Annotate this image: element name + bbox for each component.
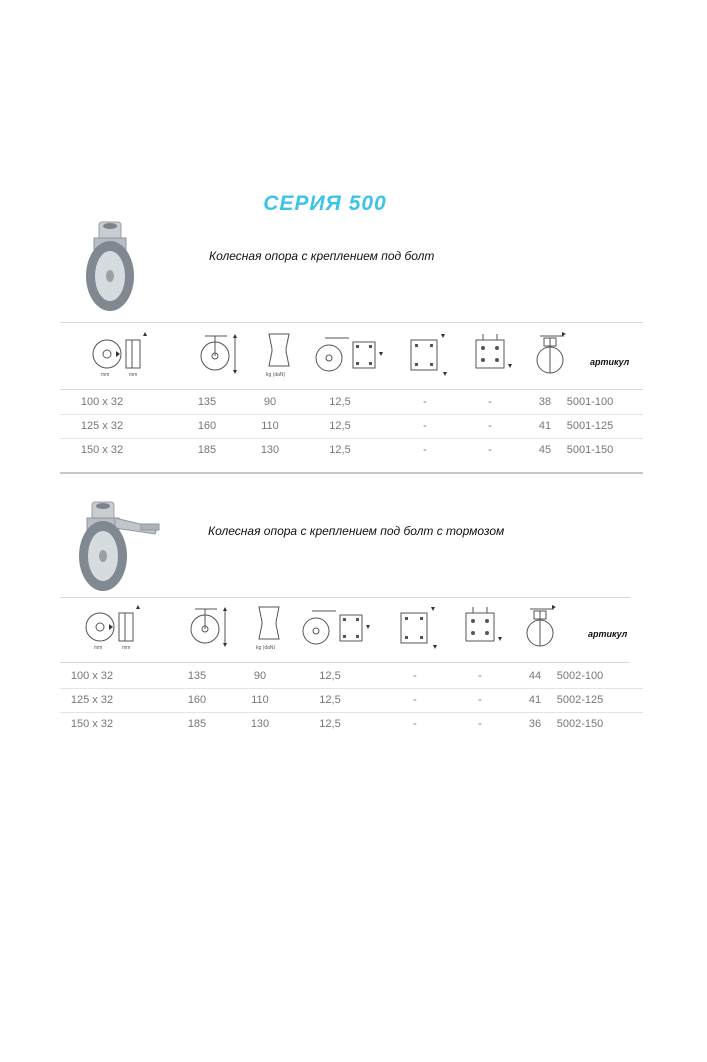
hole-spacing-cell: - xyxy=(488,420,492,432)
wheel-size-cell: 150 x 32 xyxy=(80,444,124,456)
wheel-size-cell: 125 x 32 xyxy=(70,694,114,706)
load-capacity-icon xyxy=(250,603,290,653)
load-capacity-icon xyxy=(260,330,300,380)
plate-cell: - xyxy=(413,718,417,730)
caster-wheel-image xyxy=(82,218,146,314)
load-cell: 130 xyxy=(260,444,280,456)
total-height-cell: 185 xyxy=(187,718,207,730)
load-cell: 110 xyxy=(251,694,269,706)
article-number-cell: 5002-100 xyxy=(556,670,604,682)
wheel-size-cell: 150 x 32 xyxy=(70,718,114,730)
series-title: СЕРИЯ 500 xyxy=(263,192,387,215)
header-bottom-rule xyxy=(60,389,643,390)
load-cell: 90 xyxy=(263,396,277,408)
caster-wheel-brake-image xyxy=(75,498,165,594)
offset-cell: 12,5 xyxy=(329,420,351,432)
table-row xyxy=(60,439,643,463)
article-number-cell: 5001-150 xyxy=(566,444,614,456)
wheel-size-cell: 100 x 32 xyxy=(70,670,114,682)
article-number-cell: 5001-125 xyxy=(566,420,614,432)
swivel-radius-cell: 45 xyxy=(538,444,552,456)
load-cell: 90 xyxy=(253,670,267,682)
swivel-radius-cell: 41 xyxy=(528,694,542,706)
hole-spacing-cell: - xyxy=(488,444,492,456)
total-height-cell: 160 xyxy=(197,420,217,432)
table-row xyxy=(60,665,643,689)
plate-cell: - xyxy=(413,694,417,706)
wheel-diameter-width-icon xyxy=(85,330,155,380)
swivel-radius-icon xyxy=(532,330,577,380)
hole-spacing-cell: - xyxy=(488,396,492,408)
offset-cell: 12,5 xyxy=(319,718,341,730)
load-unit: kg (daN) xyxy=(266,372,286,378)
plate-cell: - xyxy=(423,444,427,456)
product-description: Колесная опора с креплением под болт с тормозом xyxy=(208,524,505,538)
table-row xyxy=(60,713,643,737)
article-column-label: артикул xyxy=(590,357,630,367)
table-row xyxy=(60,415,643,439)
load-cell: 110 xyxy=(261,420,279,432)
product-description: Колесная опора с креплением под болт xyxy=(209,249,435,263)
offset-cell: 12,5 xyxy=(319,670,341,682)
article-column-label: артикул xyxy=(588,629,628,639)
load-unit: kg (daN) xyxy=(256,645,276,651)
swivel-radius-cell: 41 xyxy=(538,420,552,432)
wheel-diameter-width-icon xyxy=(78,603,148,653)
total-height-cell: 160 xyxy=(187,694,207,706)
width-unit: mm xyxy=(129,372,138,378)
wheel-size-cell: 125 x 32 xyxy=(80,420,124,432)
article-number-cell: 5001-100 xyxy=(566,396,614,408)
swivel-radius-cell: 44 xyxy=(528,670,542,682)
plate-cell: - xyxy=(423,420,427,432)
section-divider xyxy=(60,472,643,474)
total-height-cell: 185 xyxy=(197,444,217,456)
total-height-icon xyxy=(195,330,245,380)
hole-spacing-cell: - xyxy=(478,694,482,706)
header-bottom-rule xyxy=(60,662,630,663)
plate-cell: - xyxy=(423,396,427,408)
wheel-size-cell: 100 x 32 xyxy=(80,396,124,408)
total-height-icon xyxy=(185,603,235,653)
table-row xyxy=(60,391,643,415)
article-number-cell: 5002-150 xyxy=(556,718,604,730)
plate-cell: - xyxy=(413,670,417,682)
total-height-cell: 135 xyxy=(187,670,207,682)
swivel-radius-cell: 36 xyxy=(528,718,542,730)
total-height-cell: 135 xyxy=(197,396,217,408)
article-number-cell: 5002-125 xyxy=(556,694,604,706)
load-cell: 130 xyxy=(250,718,270,730)
hole-spacing-icon xyxy=(470,330,520,380)
offset-cell: 12,5 xyxy=(319,694,341,706)
swivel-radius-cell: 38 xyxy=(538,396,552,408)
diameter-unit: mm xyxy=(101,372,110,378)
table-row xyxy=(60,689,643,713)
offset-plate-icon xyxy=(313,330,388,380)
plate-size-icon xyxy=(395,603,440,653)
width-unit: mm xyxy=(122,645,131,651)
plate-size-icon xyxy=(405,330,450,380)
header-top-rule xyxy=(60,597,630,598)
offset-plate-icon xyxy=(300,603,375,653)
hole-spacing-icon xyxy=(460,603,510,653)
header-top-rule xyxy=(60,322,643,323)
hole-spacing-cell: - xyxy=(478,718,482,730)
swivel-radius-icon xyxy=(522,603,567,653)
offset-cell: 12,5 xyxy=(329,444,351,456)
offset-cell: 12,5 xyxy=(329,396,351,408)
hole-spacing-cell: - xyxy=(478,670,482,682)
diameter-unit: mm xyxy=(94,645,103,651)
